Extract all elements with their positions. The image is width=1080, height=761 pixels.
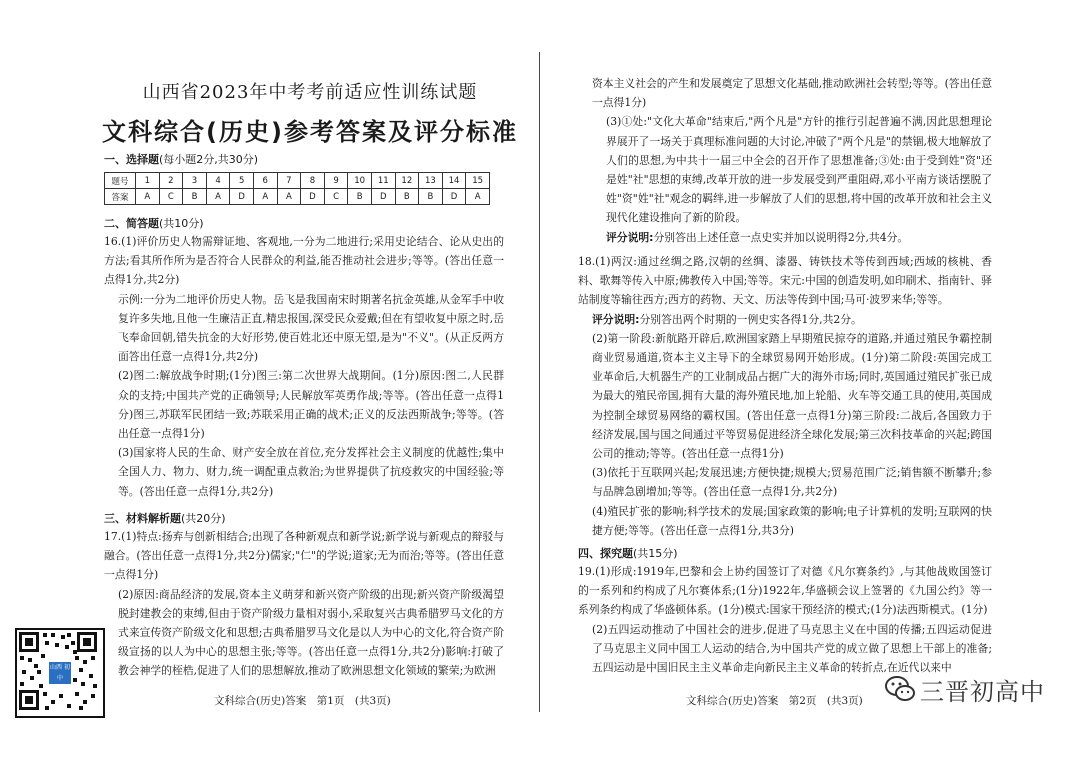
watermark — [884, 672, 1054, 708]
question-19 — [578, 562, 992, 677]
section-heading-material: 三、材料解析题(共20分) — [104, 512, 226, 525]
scoring-note: 评分说明:分别答出两个时期的一例史实各得1分,共2分。 — [592, 312, 862, 326]
table-cell: 14 — [442, 173, 466, 189]
table-cell: D — [230, 189, 254, 205]
table-cell: 13 — [419, 173, 443, 189]
table-cell: C — [324, 189, 348, 205]
scoring-note: 评分说明:分别答出上述任意一点史实并加以说明得2分,共4分。 — [606, 230, 909, 244]
table-row-answers — [105, 189, 490, 205]
table-header-answer: 答案 — [105, 189, 136, 205]
question-17 — [104, 527, 504, 681]
question-17-continued — [592, 74, 992, 247]
answer-paragraph: 17.(1)特点:扬弃与创新相结合;出现了各种新观点和新学说;新学说与新观点的辩驳与融合。(答出任意一点得1分,共2分)儒家;"仁"的学说;道家;无为而治;等等。(答出任意一点得1分) — [104, 530, 504, 582]
answer-paragraph: 19.(1)形成:1919年,巴黎和会上协约国签订了对德《凡尔赛条约》,与其他战败国签订的一系列和约构成了凡尔赛体系;(1分)1922年,华盛顿会议上签署的《九国公约》等一系列条约构成了华盛顿体系。(1分)模式:国家干预经济的模式;(1分)法西斯模式。(1分) — [578, 565, 992, 617]
answer-key-title: 文科综合(历史)参考答案及评分标准 — [102, 118, 518, 146]
page-footer: 文科综合(历史)答案 第1页 (共3页) — [214, 695, 391, 707]
answer-paragraph: (3)①处:"文化大革命"结束后,"两个凡是"方针的推行引起普遍不满,因此思想理论界展开了一场关于真理标准问题的大讨论,冲破了"两个凡是"的禁锢,极大地解放了人们的思想,为中共十一届三中全会的召开作了思想准备;③处:由于受到姓"资"还是姓"社"思想的束缚,改革开放的进一步发展受到严重阻碍,邓小平南方谈话摆脱了姓"资"姓"社"观念的羁绊,进一步解放了人们的思想,将中国的改革开放和社会主义现代化建设推向了新的阶段。 — [606, 115, 992, 225]
question-18 — [578, 252, 992, 540]
qr-logo: 山西 初中 — [50, 664, 70, 682]
table-cell: 11 — [371, 173, 395, 189]
watermark-text: 三晋初高中 — [920, 678, 1045, 706]
table-cell: B — [183, 189, 207, 205]
section-heading-short: 二、简答题(共10分) — [104, 217, 204, 230]
answer-paragraph: (4)殖民扩张的影响;科学技术的发展;国家政策的影响;电子计算机的发明;互联网的快捷方便;等等。(答出任意一点得1分,共3分) — [592, 504, 992, 537]
table-cell: 7 — [277, 173, 301, 189]
answer-paragraph: (3)国家将人民的生命、财产安全放在首位,充分发挥社会主义制度的优越性;集中全国人力、物力、财力,统一调配重点救治;为世界提供了抗疫救灾的中国经验;等等。(答出任意一点得1分,共2分) — [118, 446, 504, 498]
answer-paragraph: 16.(1)评价历史人物需辩证地、客观地,一分为二地进行;采用史论结合、论从史出的方法;看其所作所为是否符合人民群众的利益,能否推动社会进步;等等。(答出任意一点得1分,共2分) — [104, 235, 504, 287]
table-cell: 9 — [324, 173, 348, 189]
table-cell: 15 — [466, 173, 490, 189]
table-cell: 12 — [395, 173, 419, 189]
answer-paragraph: 示例:一分为二地评价历史人物。岳飞是我国南宋时期著名抗金英雄,从金军手中收复许多失地,且他一生廉洁正直,精忠报国,深受民众爱戴;但在有望收复中原之时,岳飞奉命回朝,错失抗金的大好形势,使百姓北还中原无望,是为"不义"。(从正反两方面答出任意一点得1分,共2分) — [118, 292, 504, 364]
section-heading-choice: 一、选择题(每小题2分,共30分) — [104, 153, 259, 166]
table-row-numbers — [105, 173, 490, 189]
table-cell: 4 — [206, 173, 230, 189]
table-cell: 2 — [159, 173, 183, 189]
answer-page-1 — [0, 0, 538, 761]
answer-paragraph: 资本主义社会的产生和发展奠定了思想文化基础,推动欧洲社会转型;等等。(答出任意一点得1分) — [592, 77, 992, 110]
table-cell: A — [136, 189, 160, 205]
table-cell: D — [301, 189, 325, 205]
answer-paragraph: (3)依托于互联网兴起;发展迅速;方便快捷;规模大;贸易范围广泛;销售额不断攀升;参与品牌急剧增加;等等。(答出任意一点得1分,共2分) — [592, 466, 992, 499]
page-footer: 文科综合(历史)答案 第2页 (共3页) — [686, 695, 863, 707]
table-cell: 1 — [136, 173, 160, 189]
answer-paragraph: (2)原因:商品经济的发展,资本主义萌芽和新兴资产阶级的出现;新兴资产阶级渴望脱封建教会的束缚,但由于资产阶级力量相对弱小,采取复兴古典希腊罗马文化的方式来宣传资产阶级文化和思想;古典希腊罗马文化是以人为中心的文化,符合资产阶级宣扬的以人为中心的思想主张;等等。(答出任意一点得1分,共2分)影响:打破了教会神学的桎梏,促进了人们的思想解放,推动了欧洲思想文化领域的繁荣;为欧洲 — [118, 587, 504, 678]
exam-title: 山西省2023年中考考前适应性训练试题 — [142, 82, 478, 103]
table-cell: A — [206, 189, 230, 205]
table-cell: A — [277, 189, 301, 205]
table-cell: D — [442, 189, 466, 205]
table-cell: 3 — [183, 173, 207, 189]
answer-page-2 — [541, 0, 1080, 761]
qr-code — [15, 628, 105, 718]
answer-paragraph: (2)五四运动推动了中国社会的进步,促进了马克思主义在中国的传播;五四运动促进了马克思主义同中国工人运动的结合,为中国共产党的成立做了思想上干部上的准备;五四运动是中国旧民主主义革命走向新民主主义革命的转折点,在近代以来中 — [592, 622, 992, 675]
table-cell: 6 — [253, 173, 277, 189]
answer-table — [104, 172, 490, 205]
table-cell: A — [253, 189, 277, 205]
table-cell: B — [419, 189, 443, 205]
table-cell: B — [395, 189, 419, 205]
question-16 — [104, 232, 504, 501]
table-cell: 5 — [230, 173, 254, 189]
table-cell: D — [371, 189, 395, 205]
table-cell: 8 — [301, 173, 325, 189]
table-cell: C — [159, 189, 183, 205]
section-heading-inquiry: 四、探究题(共15分) — [578, 547, 678, 560]
table-cell: 10 — [348, 173, 372, 189]
answer-paragraph: (2)第一阶段:新航路开辟后,欧洲国家踏上早期殖民掠夺的道路,并通过殖民争霸控制商业贸易通道,资本主义主导下的全球贸易网开始形成。(1分)第二阶段:英国完成工业革命后,大机器生产的工业制成品占据广大的海外市场;同时,英国通过殖民扩张已成为最大的殖民帝国,拥有大量的海外殖民地,加上轮船、火车等交通工具的使用,英国成为控制全球贸易网络的霸权国。(答出任意一点得1分)第三阶段:二战后,各国致力于经济发展,国与国之间通过平等贸易促进经济全球化发展;第三次科技革命的兴起;跨国公司的推动;等等。(答出任意一点得1分) — [592, 331, 992, 461]
table-cell: B — [348, 189, 372, 205]
wechat-icon — [884, 674, 916, 704]
answer-paragraph: 18.(1)两汉:通过丝绸之路,汉朝的丝绸、漆器、铸铁技术等传到西域;西域的核桃、香料、歌舞等传入中原;佛教传入中国;等等。宋元:中国的创造发明,如印刷术、指南针、驿站制度等输往西方;西方的药物、天文、历法等传到中国;马可·波罗来华;等等。 — [578, 255, 992, 307]
table-header-number: 题号 — [105, 173, 136, 189]
table-cell: A — [466, 189, 490, 205]
answer-paragraph: (2)图二:解放战争时期;(1分)图三:第二次世界大战期间。(1分)原因:图二,人民群众的支持;中国共产党的正确领导;人民解放军英勇作战;等等。(答出任意一点得1分)图三,苏联军民团结一致;苏联采用正确的战术;正义的反法西斯战争;等等。(答出任意一点得1分) — [118, 369, 504, 441]
page-divider — [539, 52, 540, 712]
